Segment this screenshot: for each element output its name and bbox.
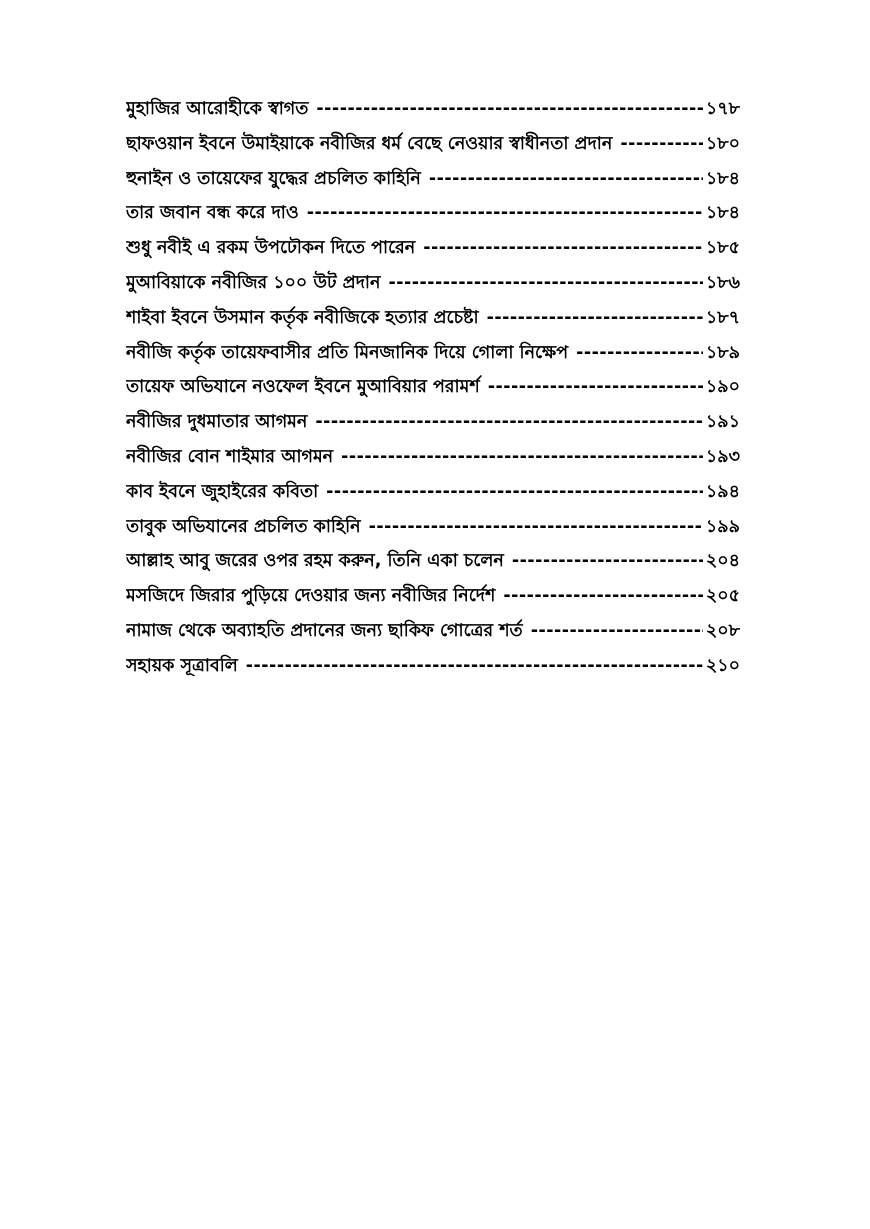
toc-entry-page: ১৮৪ [705, 203, 740, 224]
toc-entry-title: তার জবান বন্ধ করে দাও [126, 203, 299, 224]
toc-entry[interactable] [126, 305, 740, 340]
toc-dot-leader [488, 377, 703, 397]
toc-dot-leader [423, 238, 703, 258]
toc-entry-title: নবীজির দুধমাতার আগমন [126, 412, 308, 433]
toc-entry[interactable] [126, 200, 740, 235]
toc-dot-leader [503, 586, 703, 606]
toc-entry[interactable] [126, 166, 740, 201]
toc-entry-title: তায়েফ অভিযানে নওফেল ইবনে মুআবিয়ার পরামর্শ [126, 377, 480, 398]
toc-entry-title: নবীজি কর্তৃক তায়েফবাসীর প্রতি মিনজানিক দিয়ে গোলা নিক্ষেপ [126, 342, 569, 363]
toc-entry[interactable] [126, 583, 740, 618]
toc-entry[interactable] [126, 548, 740, 583]
toc-entry-page: ১৮৬ [705, 272, 740, 293]
toc-entry-title: শাইবা ইবনে উসমান কর্তৃক নবীজিকে হত্যার প্রচেষ্টা [126, 307, 479, 328]
toc-entry-page: ১৯৪ [705, 481, 740, 502]
toc-entry[interactable] [126, 618, 740, 653]
toc-entry-title: মসজিদে জিরার পুড়িয়ে দেওয়ার জন্য নবীজির নির্দেশ [126, 586, 496, 607]
toc-entry[interactable] [126, 479, 740, 514]
toc-entry-page: ১৯০ [705, 377, 740, 398]
toc-entry[interactable] [126, 340, 740, 375]
toc-entry-title: নবীজির বোন শাইমার আগমন [126, 446, 334, 467]
toc-entry-page: ১৯৩ [705, 446, 740, 467]
toc-entry-page: ১৮৯ [705, 342, 740, 363]
toc-entry-page: ১৮৫ [705, 238, 740, 259]
toc-entry-title: তাবুক অভিযানের প্রচলিত কাহিনি [126, 516, 361, 537]
toc-entry-page: ২০৫ [705, 586, 740, 607]
toc-entry-title: শুধু নবীই এ রকম উপঢৌকন দিতে পারেন [126, 238, 416, 259]
toc-entry-page: ১৮৭ [705, 307, 740, 328]
toc-entry-title: ছাফওয়ান ইবনে উমাইয়াকে নবীজির ধর্ম বেছে নেওয়ার স্বাধীনতা প্রদান [126, 133, 613, 154]
toc-entry-page: ১৯১ [705, 412, 740, 433]
toc-entry[interactable] [126, 96, 740, 131]
toc-dot-leader [307, 203, 703, 223]
toc-entry-page: ১৭৮ [705, 99, 740, 119]
toc-entry[interactable] [126, 270, 740, 305]
toc-dot-leader [487, 308, 703, 328]
toc-entry-title: মুআবিয়াকে নবীজির ১০০ উট প্রদান [126, 272, 381, 293]
toc-entry-title: হুনাইন ও তায়েফের যুদ্ধের প্রচলিত কাহিনি [126, 168, 421, 189]
toc-dot-leader [341, 447, 703, 467]
toc-entry-page: ২১০ [705, 655, 740, 676]
toc-entry-page: ২০৮ [705, 620, 740, 641]
toc-dot-leader [316, 99, 703, 119]
table-of-contents [126, 96, 740, 688]
toc-entry-title: নামাজ থেকে অব্যাহতি প্রদানের জন্য ছাকিফ গোত্রের শর্ত [126, 620, 523, 641]
toc-dot-leader [388, 273, 702, 293]
toc-dot-leader [315, 412, 703, 432]
toc-entry[interactable] [126, 374, 740, 409]
toc-entry-title: আল্লাহ আবু জরের ওপর রহম করুন, তিনি একা চলেন [126, 551, 504, 572]
toc-dot-leader [512, 551, 703, 571]
toc-dot-leader [369, 517, 703, 537]
toc-entry-page: ১৮০ [705, 133, 740, 154]
toc-entry-title: সহায়ক সূত্রাবলি [126, 655, 238, 676]
toc-entry[interactable] [126, 444, 740, 479]
toc-dot-leader [326, 482, 703, 502]
toc-entry-page: ১৮৪ [705, 168, 740, 189]
toc-dot-leader [620, 134, 703, 154]
toc-dot-leader [246, 656, 703, 676]
toc-entry[interactable] [126, 235, 740, 270]
toc-entry-page: ২০৪ [705, 551, 740, 572]
toc-dot-leader [576, 343, 703, 363]
toc-entry[interactable] [126, 653, 740, 688]
toc-dot-leader [429, 169, 703, 189]
toc-entry[interactable] [126, 409, 740, 444]
toc-entry[interactable] [126, 131, 740, 166]
toc-entry-title: মুহাজির আরোহীকে স্বাগত [126, 99, 309, 119]
toc-entry[interactable] [126, 514, 740, 549]
toc-dot-leader [531, 621, 703, 641]
toc-entry-title: কাব ইবনে জুহাইরের কবিতা [126, 481, 319, 502]
toc-entry-page: ১৯৯ [705, 516, 740, 537]
